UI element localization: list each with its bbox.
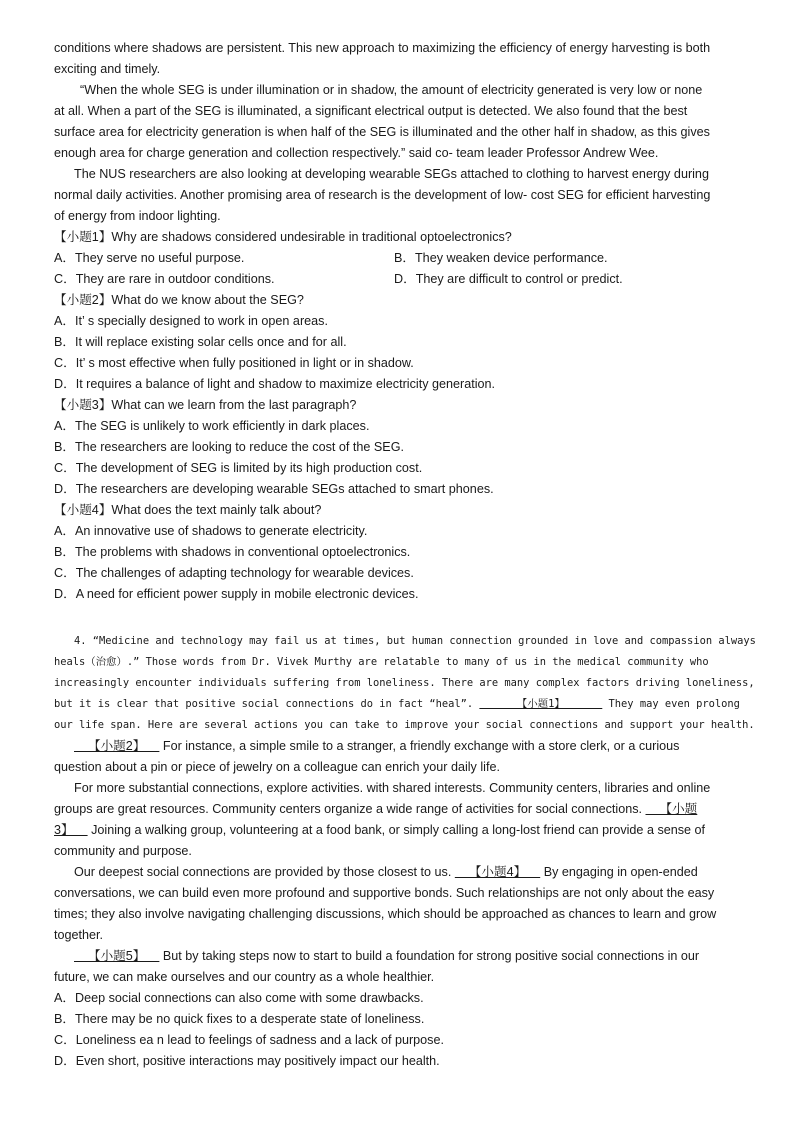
option-d: D．Even short, positive interactions may positively impact our health.	[54, 1054, 440, 1068]
option-a: A．An innovative use of shadows to generate electricity.	[54, 524, 368, 538]
blank-1[interactable]: 【小题1】	[479, 698, 603, 710]
option-c: C．It’ s most effective when fully positioned in light or in shadow.	[54, 356, 414, 370]
text-line	[54, 820, 744, 841]
option-d: D．They are difficult to control or predict.	[394, 272, 623, 286]
text-line: at all. When a part of the SEG is illuminated, a significant electrical output is detected. We also found that the best	[54, 104, 688, 118]
section-gap	[54, 605, 744, 631]
blank-3-cont[interactable]: 3】	[54, 823, 88, 837]
text-line: of energy from indoor lighting.	[54, 209, 221, 223]
passage4-paragraph-5	[54, 946, 744, 988]
passage4-paragraph-3	[54, 778, 744, 862]
option-a: A．Deep social connections can also come with some drawbacks.	[54, 991, 424, 1005]
passage3-paragraph-1	[54, 38, 744, 80]
text-line: conditions where shadows are persistent. This new approach to maximizing the efficiency of energy harvesting is both	[54, 41, 711, 55]
text-line	[54, 799, 744, 820]
text-segment: For instance, a simple smile to a stranger, a friendly exchange with a store clerk, or a curious	[159, 739, 680, 753]
document-page	[54, 38, 756, 1072]
question-1	[54, 227, 744, 290]
text-line	[54, 694, 744, 715]
text-segment: but it is clear that positive social connections do in fact “heal”.	[54, 698, 480, 710]
option-b: B．There may be no quick fixes to a desperate state of loneliness.	[54, 1012, 425, 1026]
option-d: D．A need for efficient power supply in mobile electronic devices.	[54, 587, 419, 601]
text-line: question about a pin or piece of jewelry on a colleague can enrich your daily life.	[54, 760, 500, 774]
option-a: A．It’ s specially designed to work in open areas.	[54, 314, 328, 328]
text-line	[54, 946, 744, 967]
passage4-paragraph-4	[54, 862, 744, 946]
option-c: C．Loneliness ea n lead to feelings of sadness and a lack of purpose.	[54, 1033, 444, 1047]
text-line: “When the whole SEG is under illumination or in shadow, the amount of electricity generated is very low or none	[80, 83, 703, 97]
text-line: conversations, we can build even more profound and supportive bonds. Such relationships are not only about the easy	[54, 886, 715, 900]
question-stem: 【小题1】Why are shadows considered undesirable in traditional optoelectronics?	[54, 230, 512, 244]
text-line: The NUS researchers are also looking at developing wearable SEGs attached to clothing to harvest energy during	[74, 167, 709, 181]
text-line: 4. “Medicine and technology may fail us at times, but human connection grounded in love and compassion always	[74, 635, 756, 647]
text-line: enough area for charge generation and collection respectively.” said co- team leader Professor Andrew Wee.	[54, 146, 659, 160]
blank-5[interactable]: 【小题5】	[74, 949, 160, 963]
text-line: increasingly encounter individuals suffering from loneliness. There are many complex factors driving loneliness,	[54, 677, 755, 689]
blank-4[interactable]: 【小题4】	[454, 865, 541, 879]
text-line: exciting and timely.	[54, 62, 161, 76]
passage4-paragraph-2	[54, 736, 744, 778]
question-3	[54, 395, 744, 500]
passage3-paragraph-2	[54, 80, 744, 164]
text-segment: But by taking steps now to start to build a foundation for strong positive social connections in our	[159, 949, 700, 963]
text-line: community and purpose.	[54, 844, 192, 858]
text-line: heals（治愈）.” Those words from Dr. Vivek Murthy are relatable to many of us in the medical community who	[54, 656, 709, 668]
options-row	[54, 248, 744, 269]
text-line: our life span. Here are several actions you can take to improve your social connections and support your health.	[54, 719, 755, 731]
text-line	[54, 862, 744, 883]
question-stem: 【小题2】What do we know about the SEG?	[54, 293, 304, 307]
question-4	[54, 500, 744, 605]
text-line	[54, 736, 744, 757]
option-b: B．It will replace existing solar cells once and for all.	[54, 335, 347, 349]
option-b: B．They weaken device performance.	[394, 251, 608, 265]
question-stem: 【小题4】What does the text mainly talk about?	[54, 503, 322, 517]
text-line: surface area for electricity generation is when half of the SEG is illuminated and the other half in shadow, as this gives	[54, 125, 710, 139]
text-segment: groups are great resources. Community centers organize a wide range of activities for social connections.	[54, 802, 646, 816]
option-c: C．The challenges of adapting technology for wearable devices.	[54, 566, 414, 580]
option-a: A．The SEG is unlikely to work efficiently in dark places.	[54, 419, 370, 433]
option-d: D．It requires a balance of light and shadow to maximize electricity generation.	[54, 377, 496, 391]
blank-2[interactable]: 【小题2】	[74, 739, 160, 753]
option-d: D．The researchers are developing wearable SEGs attached to smart phones.	[54, 482, 494, 496]
option-c: C．The development of SEG is limited by its high production cost.	[54, 461, 423, 475]
text-line: times; they also involve navigating challenging discussions, which should be approached as chances to learn and grow	[54, 907, 717, 921]
question-2	[54, 290, 744, 395]
text-line: future, we can make ourselves and our country as a whole healthier.	[54, 970, 435, 984]
option-c: C．They are rare in outdoor conditions.	[54, 272, 275, 286]
option-a: A．They serve no useful purpose.	[54, 251, 245, 265]
question-stem: 【小题3】What can we learn from the last paragraph?	[54, 398, 357, 412]
option-b: B．The problems with shadows in conventional optoelectronics.	[54, 545, 411, 559]
text-segment: By engaging in open-ended	[540, 865, 698, 879]
text-line: For more substantial connections, explore activities. with shared interests. Community centers, libraries and online	[74, 781, 711, 795]
blank-3[interactable]: 【小题	[645, 802, 698, 816]
text-line: normal daily activities. Another promising area of research is the development of low- cost SEG for efficient harvesting	[54, 188, 711, 202]
text-segment: They may even prolong	[602, 698, 740, 710]
text-segment: Our deepest social connections are provided by those closest to us.	[74, 865, 455, 879]
text-segment: Joining a walking group, volunteering at a food bank, or simply calling a long-lost friend can provide a sense of	[87, 823, 706, 837]
options-row	[54, 269, 744, 290]
passage4-options	[54, 988, 744, 1072]
passage4-intro	[54, 631, 756, 736]
passage3-paragraph-3	[54, 164, 744, 227]
option-b: B．The researchers are looking to reduce the cost of the SEG.	[54, 440, 405, 454]
text-line: together.	[54, 928, 104, 942]
